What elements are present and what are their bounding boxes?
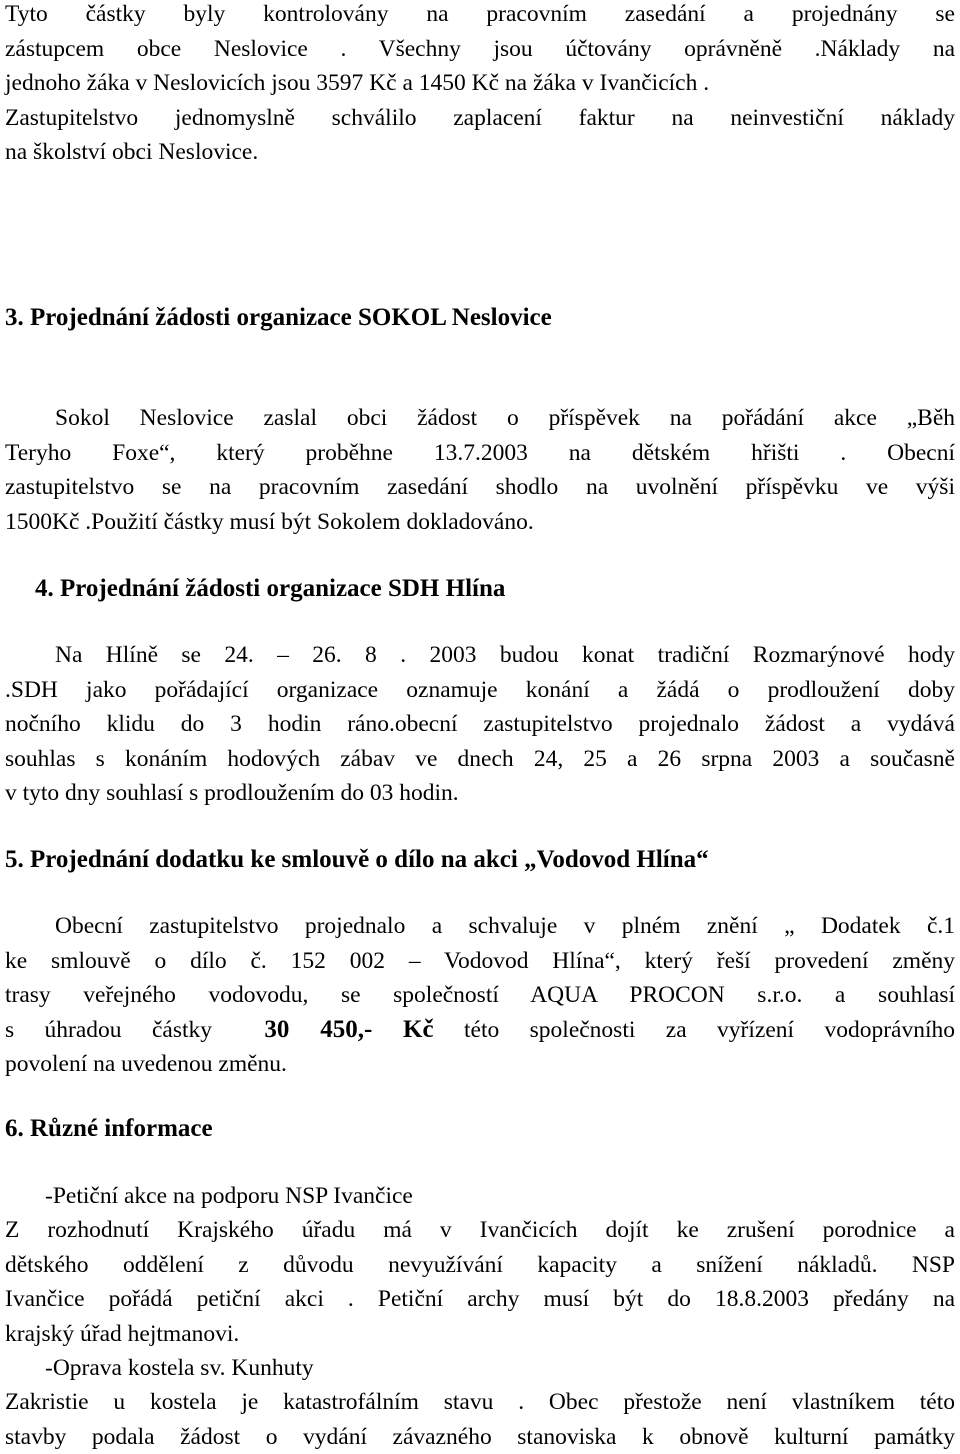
text-line: .SDH jako pořádající organizace oznamuje konání a žádá o prodloužení doby (5, 673, 955, 708)
paragraph-kostel-title (5, 1351, 955, 1386)
paragraph-nsp-title (5, 1179, 955, 1214)
paragraph-nsp (5, 1213, 955, 1351)
text-line: v tyto dny souhlasí s prodloužením do 03 hodin. (5, 776, 955, 811)
text-line (5, 1013, 955, 1048)
text-line: zastupitelstvo se na pracovním zasedání shodlo na uvolnění příspěvku ve výši (5, 470, 955, 505)
amount-highlight: 30 450,- Kč (264, 1016, 433, 1043)
text-line: Na Hlíně se 24. – 26. 8 . 2003 budou konat tradiční Rozmarýnové hody (5, 638, 955, 673)
text-fragment: této společnosti za vyřízení vodoprávního (464, 1017, 955, 1043)
paragraph-dodatek (5, 909, 955, 1082)
text-line: -Petiční akce na podporu NSP Ivančice (5, 1179, 955, 1214)
heading-section-5: 5. Projednání dodatku ke smlouvě o dílo na akci „Vodovod Hlína“ (5, 843, 709, 877)
text-line: trasy veřejného vodovodu, se společností AQUA PROCON s.r.o. a souhlasí (5, 978, 955, 1013)
text-line: stavby podala žádost o vydání závazného stanoviska k obnově kulturní památky (5, 1420, 955, 1454)
text-line: ke smlouvě o dílo č. 152 002 – Vodovod Hlína“, který řeší provedení změny (5, 944, 955, 979)
text-fragment: s úhradou částky (5, 1017, 212, 1043)
text-line: jednoho žáka v Neslovicích jsou 3597 Kč a 1450 Kč na žáka v Ivančicích . (5, 66, 955, 101)
paragraph-intro (5, 0, 955, 170)
text-line: nočního klidu do 3 hodin ráno.obecní zastupitelstvo projednalo žádost a vydává (5, 707, 955, 742)
text-line: na školství obci Neslovice. (5, 135, 955, 170)
text-line: Obecní zastupitelstvo projednalo a schvaluje v plném znění „ Dodatek č.1 (5, 909, 955, 944)
text-line: povolení na uvedenou změnu. (5, 1047, 955, 1082)
text-line: Sokol Neslovice zaslal obci žádost o příspěvek na pořádání akce „Běh (5, 401, 955, 436)
text-line: 1500Kč .Použití částky musí být Sokolem dokladováno. (5, 505, 955, 540)
text-line: -Oprava kostela sv. Kunhuty (5, 1351, 955, 1386)
text-line: Teryho Foxe“, který proběhne 13.7.2003 na dětském hřišti . Obecní (5, 436, 955, 471)
heading-section-3: 3. Projednání žádosti organizace SOKOL Neslovice (5, 301, 552, 335)
text-line: Tyto částky byly kontrolovány na pracovním zasedání a projednány se (5, 0, 955, 32)
paragraph-kostel (5, 1385, 955, 1454)
text-line: Zastupitelstvo jednomyslně schválilo zaplacení faktur na neinvestiční náklady (5, 101, 955, 136)
text-line: dětského oddělení z důvodu nevyužívání kapacity a snížení nákladů. NSP (5, 1248, 955, 1283)
text-line: zástupcem obce Neslovice . Všechny jsou účtovány oprávněně .Náklady na (5, 32, 955, 67)
paragraph-sdh (5, 638, 955, 811)
text-line: Ivančice pořádá petiční akci . Petiční archy musí být do 18.8.2003 předány na (5, 1282, 955, 1317)
heading-section-6: 6. Různé informace (5, 1112, 213, 1146)
heading-section-4: 4. Projednání žádosti organizace SDH Hlína (35, 572, 505, 606)
paragraph-sokol (5, 401, 955, 539)
text-line: souhlas s konáním hodových zábav ve dnech 24, 25 a 26 srpna 2003 a současně (5, 742, 955, 777)
text-line: Zakristie u kostela je katastrofálním stavu . Obec přestože není vlastníkem této (5, 1385, 955, 1420)
text-line: krajský úřad hejtmanovi. (5, 1317, 955, 1352)
text-line: Z rozhodnutí Krajského úřadu má v Ivančicích dojít ke zrušení porodnice a (5, 1213, 955, 1248)
